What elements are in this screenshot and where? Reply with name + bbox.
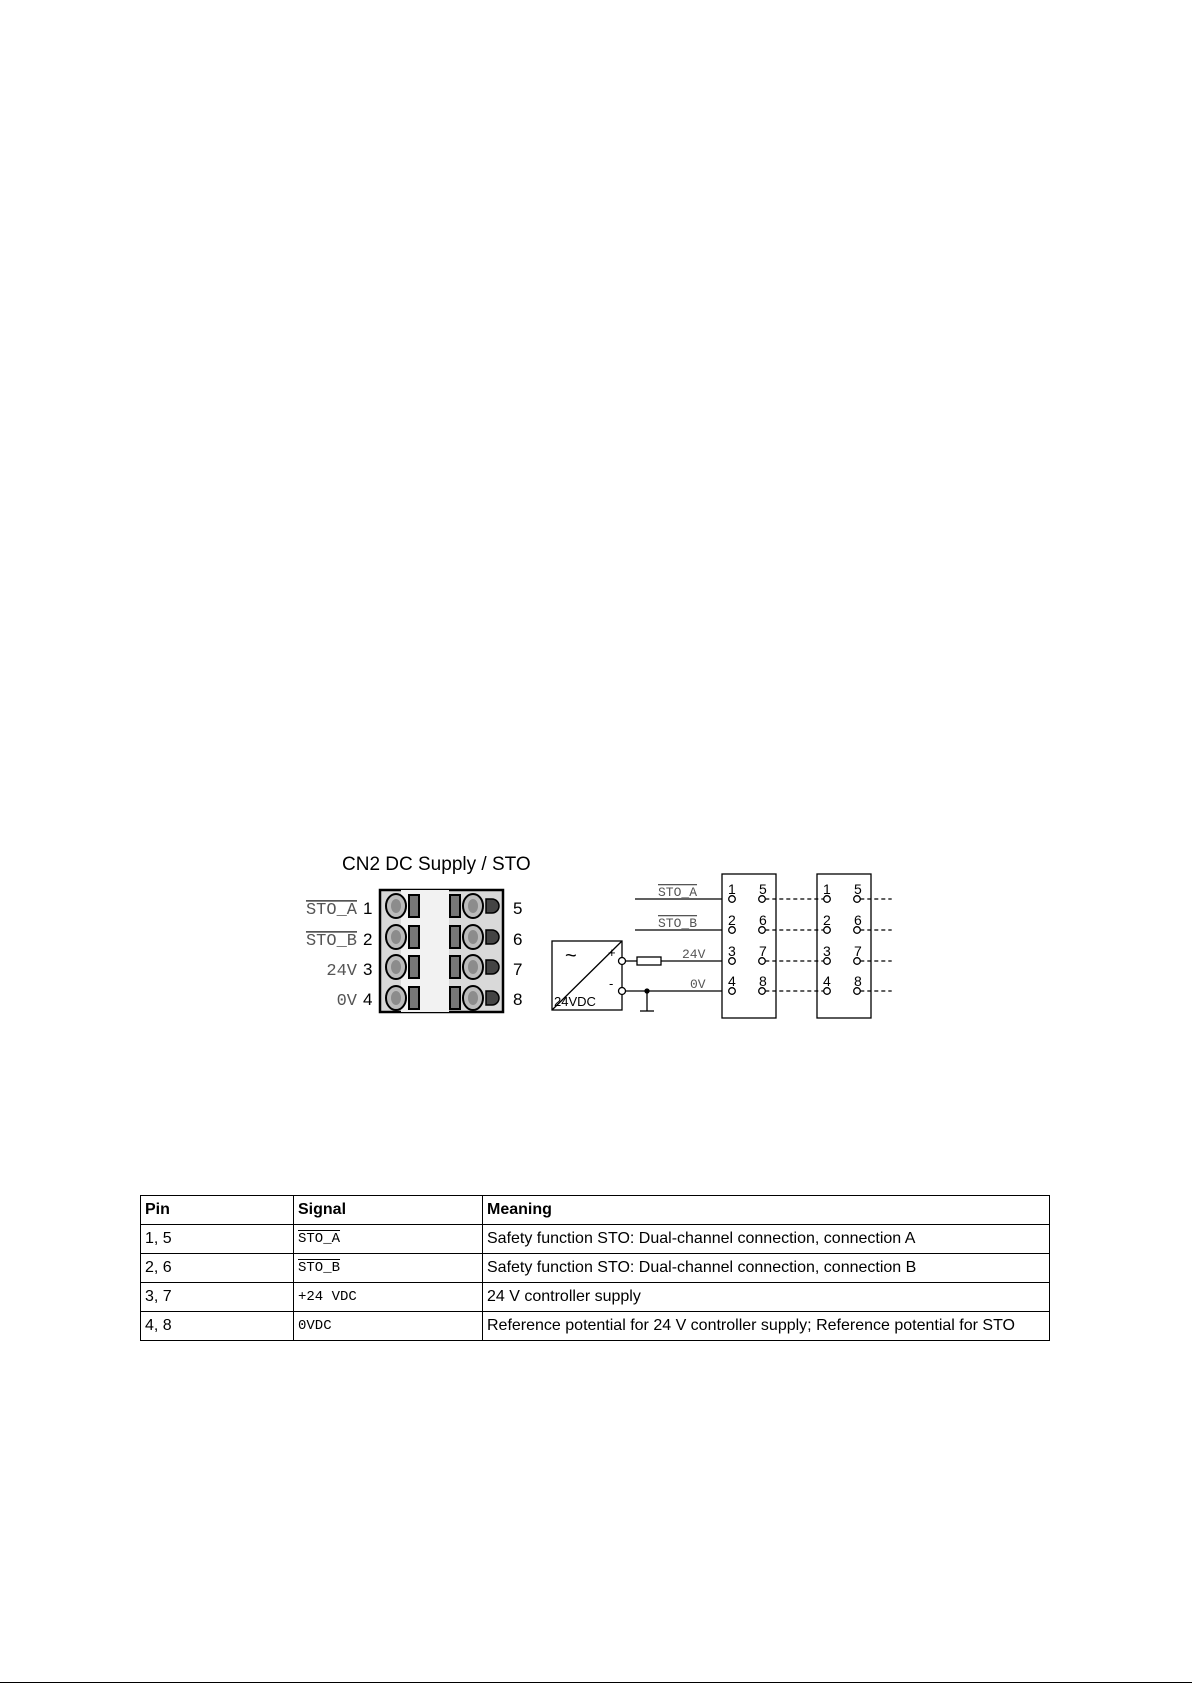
fuse-symbol [637,957,661,965]
cell-signal: +24 VDC [294,1283,483,1312]
terminal-lever-right [450,926,460,948]
cell-pin: 1, 5 [141,1225,294,1254]
figure-title: CN2 DC Supply / STO [342,854,531,875]
pin-number: 6 [854,912,862,928]
left-pin-3: 3 [363,960,373,979]
supply-label: 24VDC [554,994,596,1009]
supply-minus: - [609,976,614,991]
cell-pin: 4, 8 [141,1312,294,1341]
connector-figure [290,846,910,1022]
page-bottom-rule [0,1682,1192,1683]
pin-number: 4 [728,973,736,989]
cell-signal: 0VDC [294,1312,483,1341]
cell-meaning: 24 V controller supply [483,1283,1050,1312]
cell-pin: 3, 7 [141,1283,294,1312]
wire-label-24v: 24V [682,947,706,962]
cell-meaning: Reference potential for 24 V controller supply; Reference potential for STO [483,1312,1050,1341]
terminal-lever-right [450,956,460,978]
header-meaning: Meaning [483,1196,1050,1225]
left-label-0v: 0V [336,992,357,1011]
pin-number: 7 [759,943,767,959]
right-pin-5: 5 [513,899,523,918]
terminal-lever-right [450,987,460,1009]
terminal-lever-left [409,987,419,1009]
left-pin-1: 1 [363,899,373,918]
table-row [141,1312,1050,1341]
table-row [141,1254,1050,1283]
pin-number: 1 [728,881,736,897]
cell-signal: STO_B [294,1254,483,1283]
pin-number: 8 [759,973,767,989]
header-pin: Pin [141,1196,294,1225]
terminal-lever-left [409,926,419,948]
wire-label-sto-b: STO_B [658,916,698,931]
header-signal: Signal [294,1196,483,1225]
pin-number: 2 [728,912,736,928]
pin-number: 1 [823,881,831,897]
terminal-lever-left [409,895,419,917]
cell-meaning: Safety function STO: Dual-channel connection, connection A [483,1225,1050,1254]
supply-symbol: ~ [565,945,577,967]
pin-assignment-table [140,1195,1050,1341]
supply-plus: + [608,945,616,960]
cell-pin: 2, 6 [141,1254,294,1283]
wire-label-sto-a: STO_A [658,885,698,900]
terminal-clip [486,991,499,1005]
terminal-clip [486,899,499,913]
wiring-pins [728,881,892,994]
table-header-row [141,1196,1050,1225]
table-row [141,1225,1050,1254]
left-label-sto-a: STO_A [305,901,357,920]
left-label-24v: 24V [326,962,357,981]
pin-number: 5 [854,881,862,897]
pin-number: 8 [854,973,862,989]
pin-number: 3 [728,943,736,959]
pin-number: 2 [823,912,831,928]
pin-number: 6 [759,912,767,928]
terminal-clip [486,930,499,944]
right-pin-7: 7 [513,960,523,979]
pin-number: 7 [854,943,862,959]
terminal-lever-left [409,956,419,978]
terminal-clip [486,960,499,974]
wire-label-0v: 0V [690,977,706,992]
right-pin-6: 6 [513,930,523,949]
right-pin-8: 8 [513,990,523,1009]
pin-number: 5 [759,881,767,897]
pin-number: 3 [823,943,831,959]
terminal-lever-right [450,895,460,917]
cell-meaning: Safety function STO: Dual-channel connection, connection B [483,1254,1050,1283]
left-pin-2: 2 [363,930,373,949]
cell-signal: STO_A [294,1225,483,1254]
left-label-sto-b: STO_B [305,932,357,951]
left-pin-4: 4 [363,990,373,1009]
table-row [141,1283,1050,1312]
pin-number: 4 [823,973,831,989]
